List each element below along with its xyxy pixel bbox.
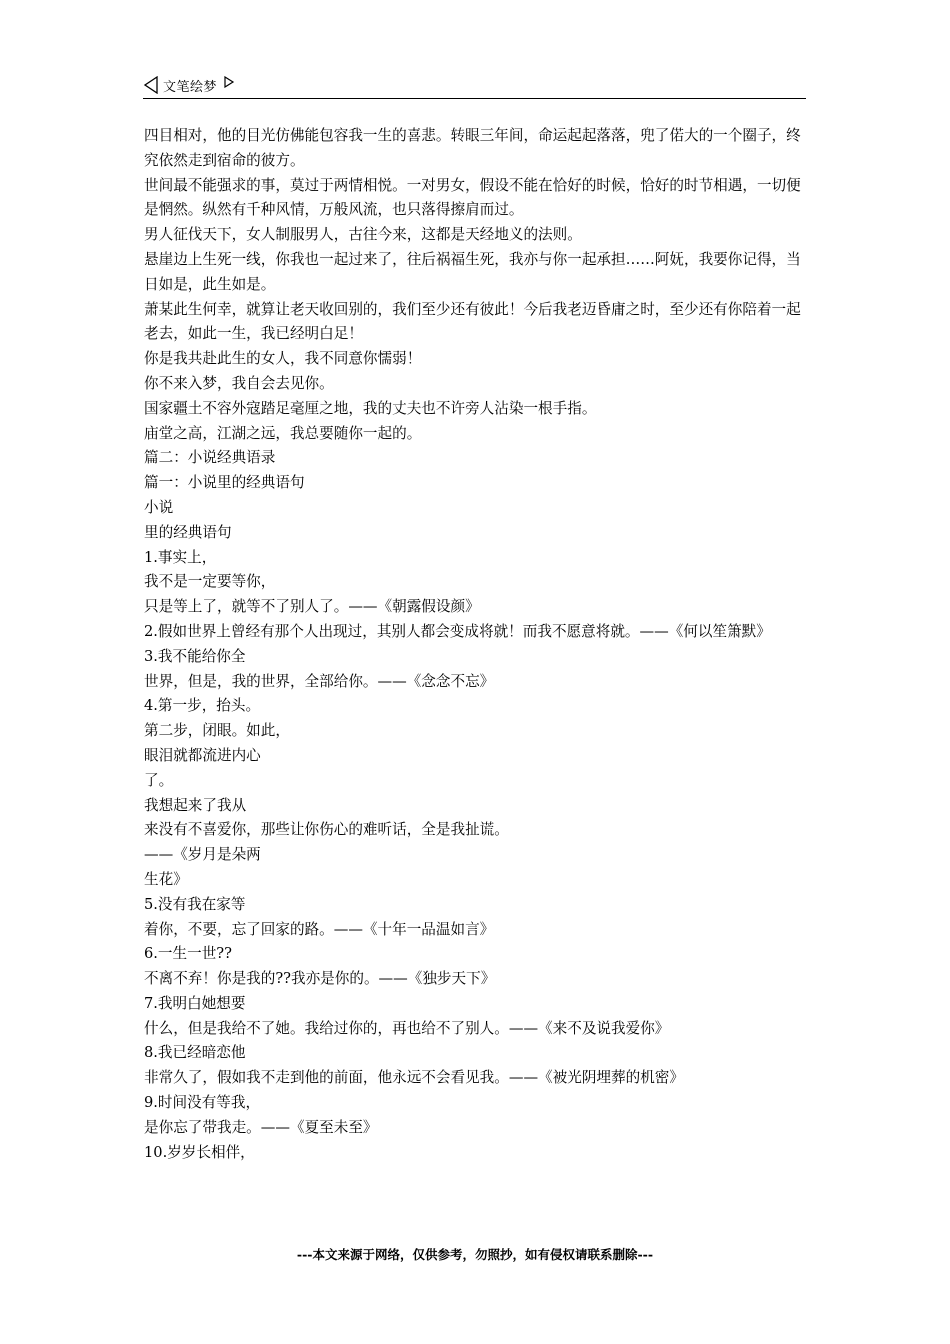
- footer-disclaimer: ---本文来源于网络，仅供参考，勿照抄，如有侵权请联系删除---: [296, 1247, 654, 1262]
- paragraph: 着你，不要，忘了回家的路。——《十年一品温如言》: [144, 920, 495, 938]
- triangle-right-icon: [223, 76, 235, 88]
- paragraph: 第二步，闭眼。如此，: [144, 722, 290, 740]
- paragraph: 10.岁岁长相伴，: [144, 1143, 255, 1161]
- paragraph: 我想起来了我从: [144, 796, 247, 814]
- header-title: 文笔绘梦: [163, 79, 218, 95]
- paragraph: 来没有不喜爱你，那些让你伤心的难听话，全是我扯谎。: [144, 821, 509, 839]
- paragraph: 我不是一定要等你，: [144, 573, 276, 591]
- paragraph: 庙堂之高，江湖之远，我总要随你一起的。: [144, 424, 422, 442]
- paragraph: 8.我已经暗恋他: [144, 1044, 246, 1062]
- paragraph: 世界，但是，我的世界，全部给你。——《念念不忘》: [144, 672, 495, 690]
- paragraph: ——《岁月是朵两: [144, 846, 261, 864]
- document-body: [144, 124, 810, 1165]
- paragraph: 四目相对，他的目光仿佛能包容我一生的喜悲。转眼三年间，命运起起落落，兜了偌大的一个圈子，终究依然走到宿命的彼方。: [144, 127, 801, 169]
- paragraph: 萧某此生何幸，就算让老天收回别的，我们至少还有彼此！今后我老迈昏庸之时，至少还有你陪着一起老去，如此一生，我已经明白足！: [144, 300, 801, 343]
- paragraph: 男人征伐天下，女人制服男人，古往今来，这都是天经地义的法则。: [144, 226, 582, 244]
- paragraph: 了。: [144, 771, 174, 789]
- paragraph: 生花》: [144, 870, 188, 888]
- paragraph: 眼泪就都流进内心: [144, 746, 261, 764]
- paragraph: 3.我不能给你全: [144, 647, 246, 665]
- triangle-left-icon: [143, 76, 159, 94]
- paragraph: 只是等上了，就等不了别人了。——《朝露假设颜》: [144, 598, 480, 616]
- paragraph: 悬崖边上生死一线，你我也一起过来了，往后祸福生死，我亦与你一起承担……阿妩，我要你记得，当日如是，此生如是。: [144, 250, 801, 293]
- paragraph: 4.第一步，抬头。: [144, 697, 261, 715]
- paragraph: 1.事实上，: [144, 548, 217, 566]
- paragraph: 什么，但是我给不了她。我给过你的，再也给不了别人。——《来不及说我爱你》: [144, 1019, 670, 1037]
- paragraph: 非常久了，假如我不走到他的前面，他永远不会看见我。——《被光阴埋葬的机密》: [144, 1069, 684, 1087]
- paragraph: 7.我明白她想要: [144, 994, 246, 1012]
- paragraph: 世间最不能强求的事，莫过于两情相悦。一对男女，假设不能在恰好的时候，恰好的时节相遇，一切便是惘然。纵然有千种风情，万般风流，也只落得擦肩而过。: [144, 176, 801, 219]
- page-header: [143, 72, 806, 99]
- paragraph: 你是我共赴此生的女人，我不同意你懦弱！: [144, 350, 422, 368]
- paragraph: 9.时间没有等我，: [144, 1094, 261, 1112]
- paragraph: 篇二：小说经典语录: [144, 449, 276, 467]
- paragraph: 篇一：小说里的经典语句: [144, 474, 305, 492]
- paragraph: 小说: [144, 498, 174, 516]
- paragraph: 2.假如世界上曾经有那个人出现过，其别人都会变成将就！而我不愿意将就。——《何以笙箫默》: [144, 622, 771, 640]
- paragraph: 不离不弃！你是我的??我亦是你的。——《独步天下》: [144, 970, 496, 988]
- paragraph: 6.一生一世??: [144, 945, 232, 963]
- paragraph: 你不来入梦，我自会去见你。: [144, 374, 334, 392]
- paragraph: 是你忘了带我走。——《夏至未至》: [144, 1118, 378, 1136]
- paragraph: 国家疆土不容外寇踏足毫厘之地，我的丈夫也不许旁人沾染一根手指。: [144, 399, 597, 417]
- paragraph: 5.没有我在家等: [144, 895, 246, 913]
- paragraph: 里的经典语句: [144, 523, 232, 541]
